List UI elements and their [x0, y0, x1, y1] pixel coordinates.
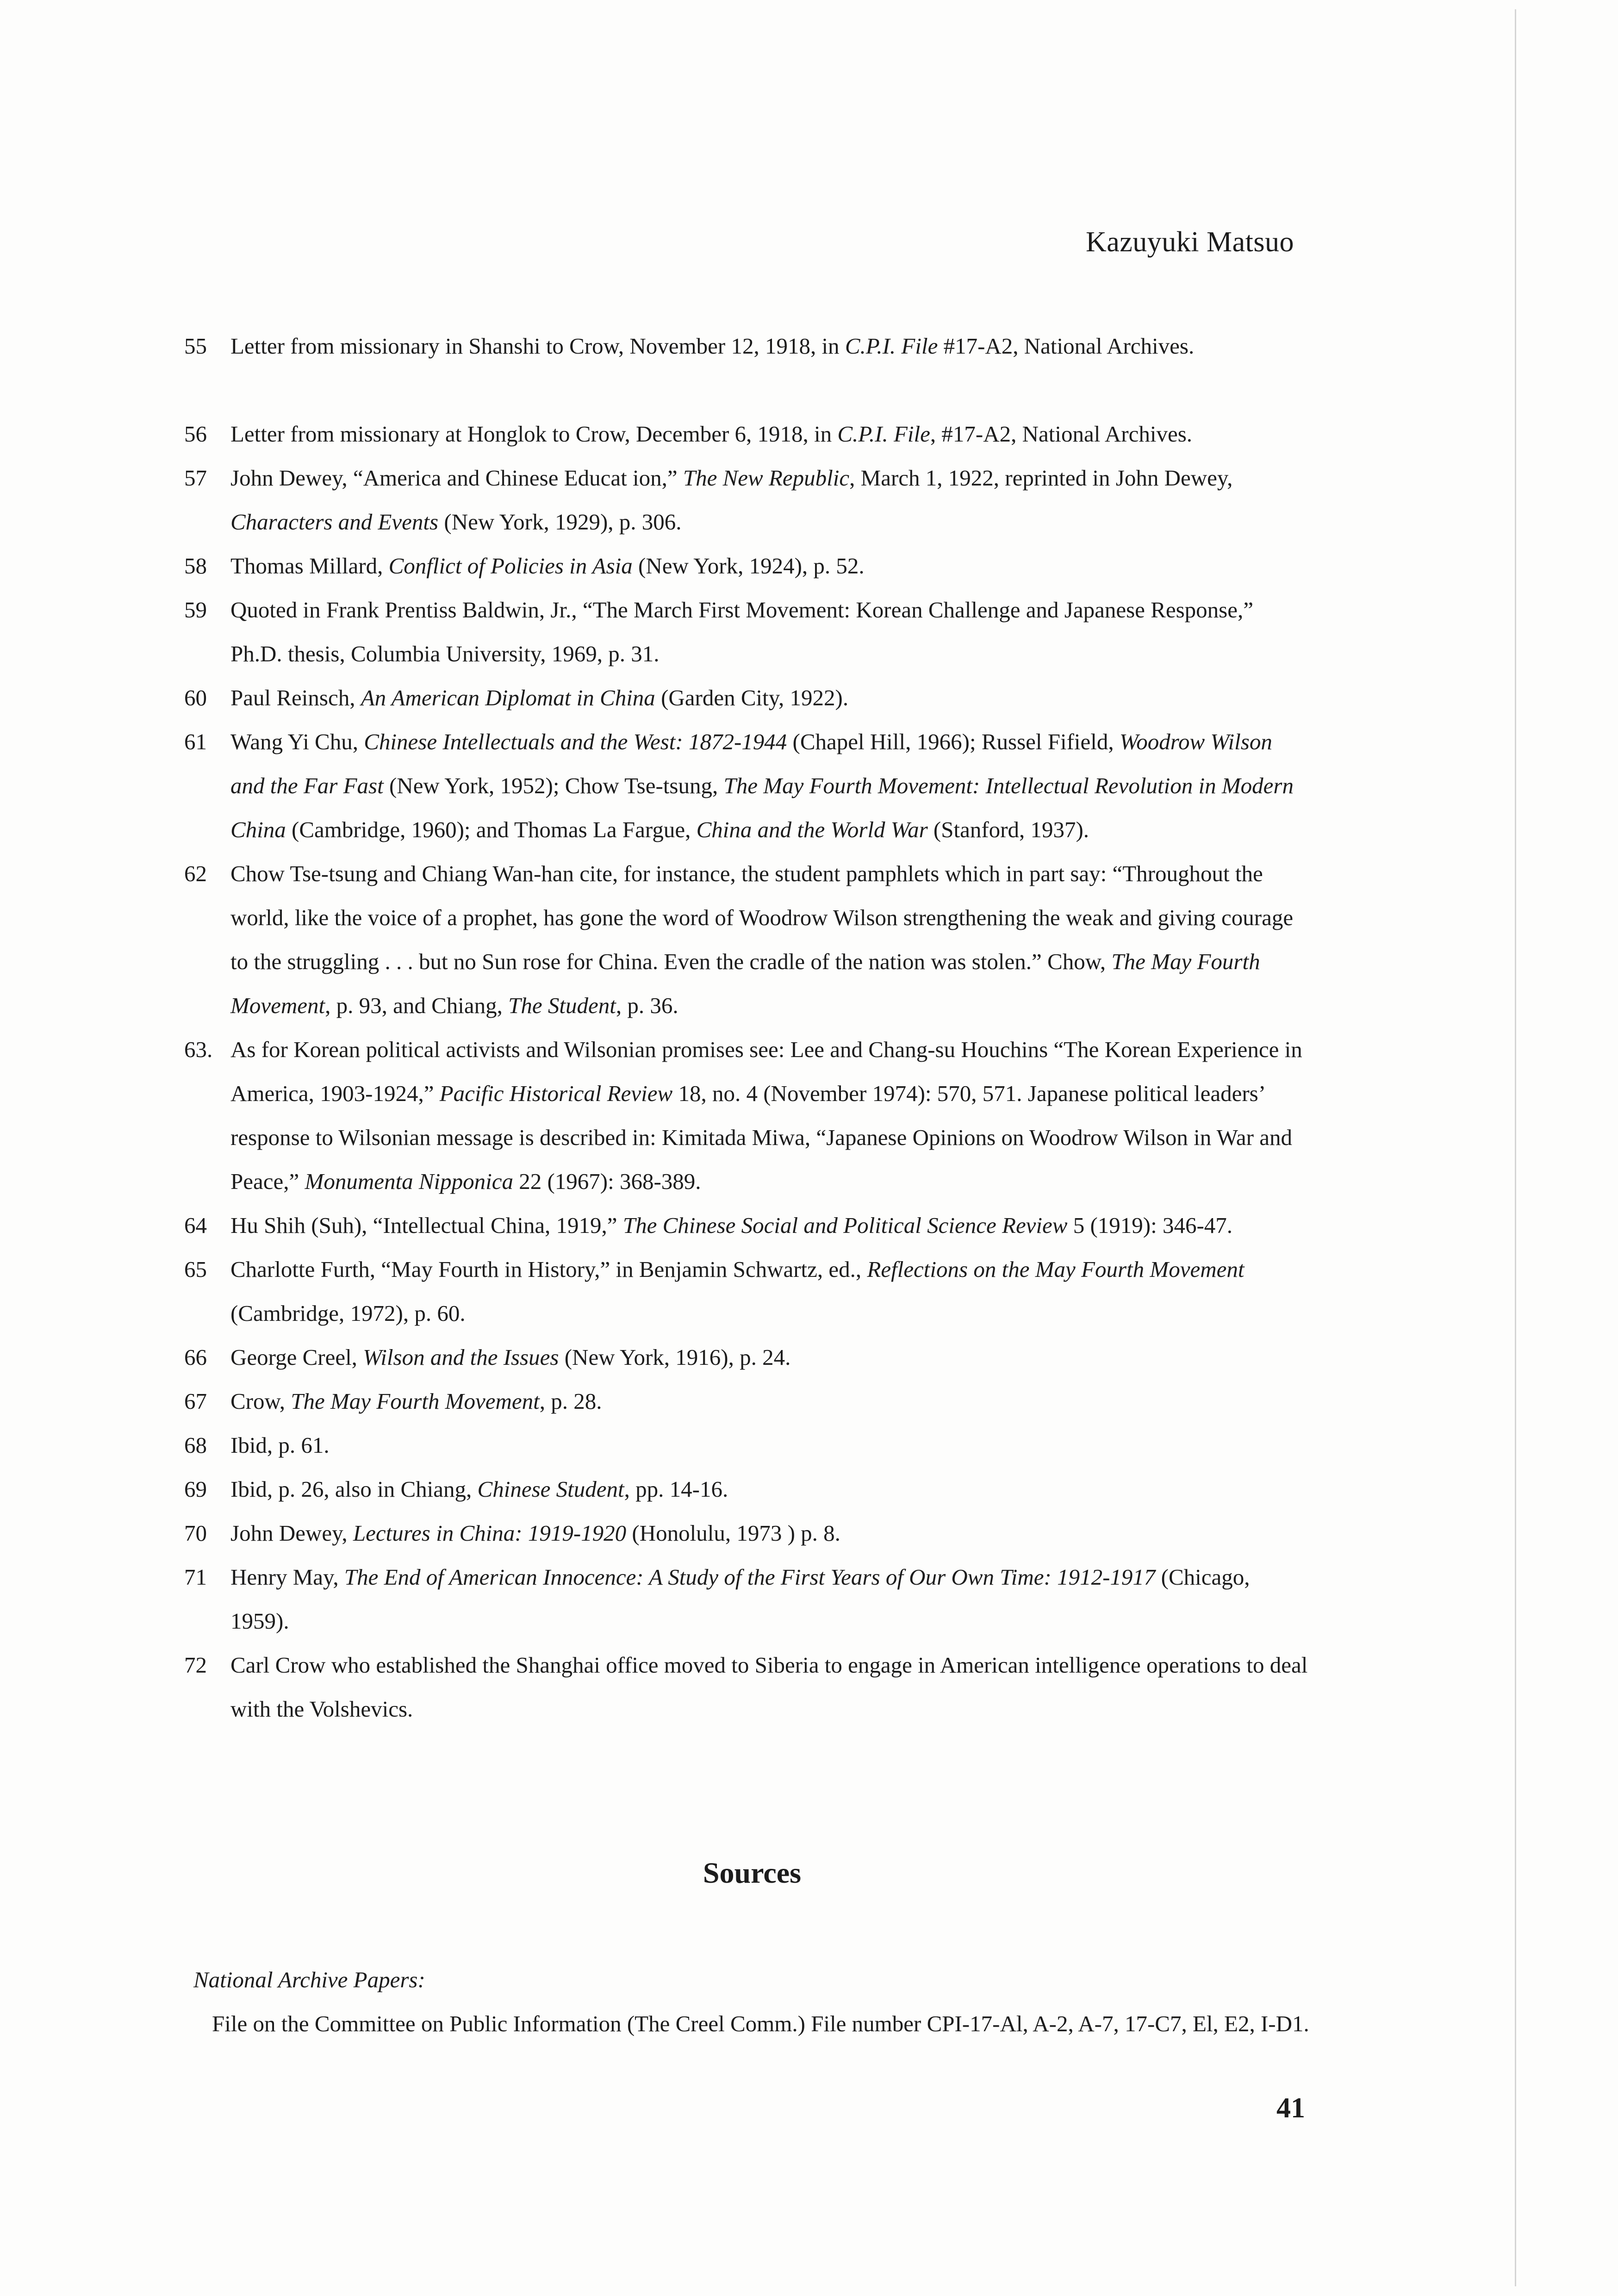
endnote-segment: 5 (1919): 346-47.: [1067, 1213, 1233, 1238]
endnote-title: The Chinese Social and Political Science Review: [622, 1213, 1068, 1238]
endnote-number: 63.: [184, 1037, 213, 1062]
endnote-item: [184, 412, 1309, 456]
endnote-text: [230, 676, 1309, 720]
endnote-number: 56: [184, 421, 207, 447]
endnote-item: [184, 1555, 1309, 1643]
endnote-segment: , p. 28.: [539, 1388, 602, 1414]
endnote-segment: #17-A2, National Archives.: [938, 333, 1195, 359]
endnote-item: [184, 1027, 1309, 1203]
endnote-segment: As for Korean political activists and Wilsonian promises see: Lee and Chang-su Houchins “The Korean Experience in America, 1903-1924,”: [230, 1037, 1302, 1106]
endnote-text: [230, 720, 1309, 852]
endnote-number: 72: [184, 1652, 207, 1678]
endnote-title: Chinese Student: [477, 1476, 624, 1502]
endnote-segment: (Honolulu, 1973 ) p. 8.: [626, 1520, 840, 1546]
endnote-number: 57: [184, 465, 207, 491]
endnote-segment: , p. 93, and Chiang,: [325, 993, 509, 1018]
endnote-segment: , March 1, 1922, reprinted in John Dewey,: [849, 465, 1233, 491]
endnote-segment: Carl Crow who established the Shanghai office moved to Siberia to engage in American intelligence operations to deal with the Volshevics.: [230, 1652, 1308, 1722]
endnote-title: Wilson and the Issues: [363, 1344, 559, 1370]
endnote-text: [230, 1511, 1309, 1555]
endnote-segment: (Cambridge, 1972), p. 60.: [230, 1300, 466, 1326]
endnote-segment: (New York, 1952); Chow Tse-tsung,: [383, 773, 724, 798]
endnote-segment: Ibid, p. 26, also in Chiang,: [230, 1476, 478, 1502]
endnote-segment: Quoted in Frank Prentiss Baldwin, Jr., “The March First Movement: Korean Challenge and Japanese Response,” Ph.D. thesis, Columbia University, 1969, p. 31.: [230, 597, 1253, 666]
endnote-item: [184, 1247, 1309, 1335]
endnote-number: 66: [184, 1344, 207, 1370]
endnote-item: [184, 1467, 1309, 1511]
sources-label: National Archive Papers:: [193, 1967, 425, 1992]
endnote-title: Woodrow Wilson and the Far Fast: [230, 729, 1272, 798]
endnote-segment: Thomas Millard,: [230, 553, 389, 579]
endnote-text: [230, 324, 1309, 368]
endnote-text: [230, 1203, 1309, 1247]
endnote-item: [184, 456, 1309, 544]
endnote-number: 61: [184, 729, 207, 754]
endnote-item: [184, 720, 1309, 852]
endnote-text: [230, 1379, 1309, 1423]
endnote-title: The May Fourth Movement: [230, 949, 1260, 1018]
endnote-title: The May Fourth Movement: [291, 1388, 540, 1414]
endnote-segment: , #17-A2, National Archives.: [930, 421, 1193, 447]
endnote-text: [230, 1423, 1309, 1467]
endnote-segment: (New York, 1929), p. 306.: [438, 509, 682, 535]
endnote-title: The End of American Innocence: A Study of the First Years of Our Own Time: 1912-1917: [344, 1564, 1156, 1590]
endnote-number: 55: [184, 333, 207, 359]
endnote-text: [230, 544, 1309, 588]
endnote-title: Pacific Historical Review: [439, 1081, 673, 1106]
endnote-segment: (Chapel Hill, 1966); Russel Fifield,: [787, 729, 1120, 754]
endnote-number: 71: [184, 1564, 207, 1590]
endnote-segment: George Creel,: [230, 1344, 363, 1370]
endnote-text: [230, 1027, 1309, 1203]
endnote-text: [230, 852, 1309, 1027]
endnote-title: China and the World War: [696, 817, 928, 842]
endnote-segment: John Dewey,: [230, 1520, 353, 1546]
endnote-title: The New Republic: [683, 465, 850, 491]
endnote-segment: Paul Reinsch,: [230, 685, 361, 710]
endnote-segment: Letter from missionary at Honglok to Crow, December 6, 1918, in: [230, 421, 838, 447]
endnote-title: Lectures in China: 1919-1920: [353, 1520, 627, 1546]
endnote-number: 70: [184, 1520, 207, 1546]
endnote-segment: 18, no. 4 (November 1974): 570, 571. Japanese political leaders’ response to Wilsonian message is described in: Kimitada Miwa, “Japanese Opinions on Woodrow Wilson in War and Peace,”: [230, 1081, 1292, 1194]
endnote-segment: , pp. 14-16.: [624, 1476, 728, 1502]
endnote-number: 67: [184, 1388, 207, 1414]
endnote-item: [184, 1511, 1309, 1555]
endnote-segment: , p. 36.: [616, 993, 678, 1018]
endnote-item: [184, 588, 1309, 676]
endnote-segment: Wang Yi Chu,: [230, 729, 364, 754]
endnote-number: 69: [184, 1476, 207, 1502]
endnote-item: [184, 1335, 1309, 1379]
endnote-item: [184, 1379, 1309, 1423]
endnote-number: 65: [184, 1257, 207, 1282]
sources-block: [193, 1958, 1313, 2046]
endnote-segment: Henry May,: [230, 1564, 344, 1590]
endnote-item: [184, 852, 1309, 1027]
sources-entry: File on the Committee on Public Information (The Creel Comm.) File number CPI-17-Al, A-2, A-7, 17-C7, El, E2, I-D1.: [212, 2011, 1309, 2036]
running-head-author: Kazuyuki Matsuo: [1085, 226, 1294, 258]
page-number: 41: [1276, 2092, 1305, 2124]
endnote-item: [184, 324, 1309, 368]
endnote-title: An American Diplomat in China: [361, 685, 655, 710]
endnote-item: [184, 676, 1309, 720]
endnote-text: [230, 456, 1309, 544]
endnote-segment: (New York, 1924), p. 52.: [632, 553, 865, 579]
endnotes-list: [184, 324, 1309, 1731]
endnote-title: Characters and Events: [230, 509, 439, 535]
endnote-text: [230, 1247, 1309, 1335]
endnote-item: [184, 1643, 1309, 1731]
endnote-number: 62: [184, 861, 207, 886]
endnote-title: The May Fourth Movement: Intellectual Revolution in Modern China: [230, 773, 1294, 842]
endnote-title: C.P.I. File: [837, 421, 930, 447]
endnote-segment: Chow Tse-tsung and Chiang Wan-han cite, for instance, the student pamphlets which in part say: “Throughout the world, like the voice of a prophet, has gone the word of Woodrow Wilson strengthening the weak and giving courage to the struggling . . . but no Sun rose for China. Even the cradle of the nation was stolen.” Chow,: [230, 861, 1294, 974]
endnote-segment: Ibid, p. 61.: [230, 1432, 330, 1458]
endnote-title: Conflict of Policies in Asia: [388, 553, 633, 579]
endnote-text: [230, 1335, 1309, 1379]
sources-heading: Sources: [703, 1856, 802, 1889]
endnote-text: [230, 412, 1309, 456]
endnote-segment: Hu Shih (Suh), “Intellectual China, 1919,”: [230, 1213, 623, 1238]
page-edge-line: [1515, 9, 1516, 2286]
endnote-item: [184, 1423, 1309, 1467]
endnote-number: 59: [184, 597, 207, 622]
endnote-text: [230, 1467, 1309, 1511]
endnote-text: [230, 588, 1309, 676]
endnote-title: Reflections on the May Fourth Movement: [867, 1257, 1245, 1282]
endnote-text: [230, 1555, 1309, 1643]
endnote-text: [230, 1643, 1309, 1731]
endnote-segment: John Dewey, “America and Chinese Educat ion,”: [230, 465, 683, 491]
endnote-segment: (Garden City, 1922).: [655, 685, 849, 710]
endnote-number: 64: [184, 1213, 207, 1238]
endnote-segment: (Stanford, 1937).: [927, 817, 1089, 842]
endnote-segment: Crow,: [230, 1388, 291, 1414]
endnote-segment: (Chicago, 1959).: [230, 1564, 1250, 1634]
endnote-segment: (New York, 1916), p. 24.: [559, 1344, 791, 1370]
endnote-number: 60: [184, 685, 207, 710]
endnote-title: The Student: [508, 993, 616, 1018]
endnote-segment: (Cambridge, 1960); and Thomas La Fargue,: [286, 817, 697, 842]
endnote-title: C.P.I. File: [845, 333, 938, 359]
endnote-segment: Charlotte Furth, “May Fourth in History,” in Benjamin Schwartz, ed.,: [230, 1257, 867, 1282]
endnote-segment: 22 (1967): 368-389.: [513, 1169, 701, 1194]
endnote-number: 68: [184, 1432, 207, 1458]
endnote-item: [184, 544, 1309, 588]
endnote-title: Chinese Intellectuals and the West: 1872-1944: [364, 729, 787, 754]
endnote-title: Monumenta Nipponica: [305, 1169, 513, 1194]
endnote-segment: Letter from missionary in Shanshi to Crow, November 12, 1918, in: [230, 333, 845, 359]
endnote-number: 58: [184, 553, 207, 579]
endnote-item: [184, 1203, 1309, 1247]
